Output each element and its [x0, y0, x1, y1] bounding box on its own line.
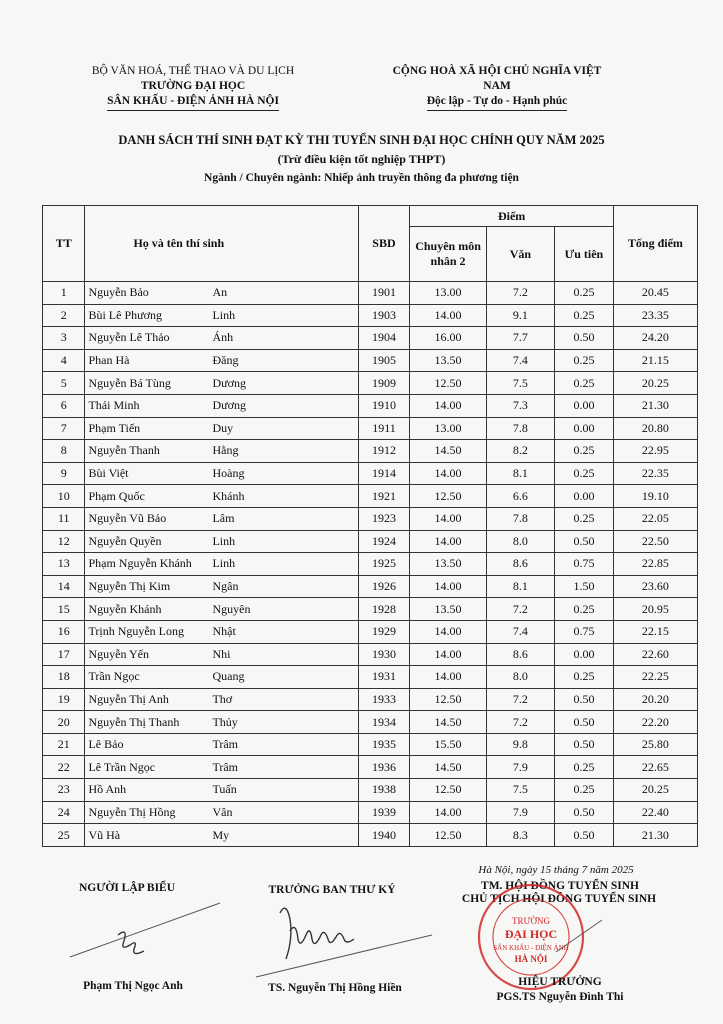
candidate-surname: Nguyễn Thị Kim [88, 579, 171, 594]
row-uu-tien: 0.50 [555, 824, 614, 847]
row-chuyen-mon: 14.00 [410, 394, 486, 417]
row-van: 6.6 [486, 485, 555, 508]
row-van: 7.4 [486, 349, 555, 372]
candidate-surname: Nguyễn Lê Thảo [88, 330, 170, 345]
row-uu-tien: 0.50 [555, 530, 614, 553]
row-van: 8.2 [486, 440, 555, 463]
row-tong-diem: 19.10 [613, 485, 697, 508]
row-name [85, 349, 358, 372]
table-row [43, 733, 698, 756]
candidate-given-name: Dương [212, 375, 246, 390]
row-van: 7.9 [486, 801, 555, 824]
row-chuyen-mon: 12.50 [410, 485, 486, 508]
row-uu-tien: 0.25 [555, 282, 614, 305]
table-row [43, 304, 698, 327]
row-chuyen-mon: 14.50 [410, 756, 486, 779]
table-row [43, 530, 698, 553]
school-name-line2: SÂN KHẤU - ĐIỆN ẢNH HÀ NỘI [107, 94, 279, 111]
candidate-given-name: Tuấn [212, 782, 237, 797]
header-chuyen-mon: Chuyên môn nhân 2 [410, 227, 486, 282]
row-van: 8.0 [486, 530, 555, 553]
row-chuyen-mon: 12.50 [410, 824, 486, 847]
row-tong-diem: 22.35 [613, 462, 697, 485]
row-tt: 24 [43, 801, 85, 824]
row-uu-tien: 0.00 [555, 643, 614, 666]
row-name [85, 394, 358, 417]
row-tong-diem: 20.80 [613, 417, 697, 440]
candidate-given-name: Nhi [212, 646, 231, 661]
row-name [85, 553, 358, 576]
candidate-surname: Trần Ngọc [88, 669, 140, 684]
table-row [43, 349, 698, 372]
row-sbd: 1929 [358, 620, 410, 643]
row-tt: 25 [43, 824, 85, 847]
stamp-line1: TRƯỜNG [512, 916, 550, 926]
rector-title: HIỆU TRƯỞNG [518, 976, 602, 988]
row-uu-tien: 0.25 [555, 304, 614, 327]
row-uu-tien: 0.50 [555, 327, 614, 350]
table-row [43, 417, 698, 440]
row-name [85, 688, 358, 711]
row-van: 7.8 [486, 417, 555, 440]
row-tt: 16 [43, 620, 85, 643]
row-uu-tien: 0.75 [555, 620, 614, 643]
candidate-given-name: Ánh [212, 330, 234, 345]
candidate-given-name: Trâm [212, 737, 239, 752]
row-tt: 12 [43, 530, 85, 553]
row-name [85, 507, 358, 530]
table-row [43, 575, 698, 598]
table-row [43, 779, 698, 802]
document-title: DANH SÁCH THÍ SINH ĐẠT KỲ THI TUYỂN SINH ĐẠI HỌC CHÍNH QUY NĂM 2025 [118, 133, 605, 147]
candidate-given-name: Duy [212, 420, 234, 435]
row-sbd: 1911 [358, 417, 410, 440]
row-tt: 8 [43, 440, 85, 463]
row-van: 7.4 [486, 620, 555, 643]
row-name [85, 575, 358, 598]
candidate-surname: Nguyễn Thanh [88, 443, 160, 458]
row-van: 7.2 [486, 688, 555, 711]
row-sbd: 1933 [358, 688, 410, 711]
row-sbd: 1925 [358, 553, 410, 576]
row-name [85, 372, 358, 395]
row-chuyen-mon: 13.50 [410, 553, 486, 576]
stamp-line4: HÀ NỘI [514, 954, 548, 964]
school-name-line1: TRƯỜNG ĐẠI HỌC [140, 80, 246, 92]
row-uu-tien: 0.25 [555, 756, 614, 779]
table-row [43, 507, 698, 530]
candidate-given-name: Vân [212, 804, 233, 819]
table-row [43, 372, 698, 395]
row-uu-tien: 0.25 [555, 440, 614, 463]
candidate-surname: Lê Bảo [88, 737, 124, 752]
table-row [43, 485, 698, 508]
row-van: 7.2 [486, 711, 555, 734]
row-name [85, 643, 358, 666]
candidate-surname: Phạm Nguyễn Khánh [88, 556, 192, 571]
candidate-given-name: Đăng [212, 353, 239, 368]
row-van: 7.3 [486, 394, 555, 417]
row-name [85, 756, 358, 779]
stamp-line3: SÂN KHẤU - ĐIỆN ẢNH [493, 944, 569, 952]
row-uu-tien: 0.75 [555, 553, 614, 576]
row-chuyen-mon: 14.00 [410, 801, 486, 824]
candidate-surname: Phan Hà [88, 353, 130, 368]
row-tong-diem: 23.60 [613, 575, 697, 598]
row-tt: 17 [43, 643, 85, 666]
row-sbd: 1903 [358, 304, 410, 327]
row-tt: 4 [43, 349, 85, 372]
row-sbd: 1930 [358, 643, 410, 666]
row-van: 7.2 [486, 282, 555, 305]
candidate-surname: Nguyễn Bảo [88, 285, 149, 300]
row-van: 8.3 [486, 824, 555, 847]
table-row [43, 711, 698, 734]
row-chuyen-mon: 14.50 [410, 711, 486, 734]
row-name [85, 598, 358, 621]
candidate-given-name: My [212, 827, 230, 842]
row-tt: 2 [43, 304, 85, 327]
row-name [85, 462, 358, 485]
row-uu-tien: 0.50 [555, 711, 614, 734]
header-van: Văn [486, 227, 555, 282]
candidate-rows [43, 282, 698, 847]
rector-name: PGS.TS Nguyễn Đình Thi [496, 991, 624, 1003]
candidate-given-name: Hằng [212, 443, 239, 458]
row-chuyen-mon: 14.00 [410, 620, 486, 643]
secretary-name: TS. Nguyễn Thị Hồng Hiền [268, 982, 402, 994]
row-sbd: 1926 [358, 575, 410, 598]
candidate-given-name: Thủy [212, 714, 238, 729]
row-name [85, 711, 358, 734]
header-diem: Điểm [410, 206, 613, 227]
candidate-given-name: Linh [212, 307, 236, 322]
row-van: 8.6 [486, 553, 555, 576]
row-tong-diem: 21.30 [613, 394, 697, 417]
row-tong-diem: 22.05 [613, 507, 697, 530]
row-name [85, 485, 358, 508]
candidate-given-name: Trâm [212, 759, 239, 774]
candidate-surname: Trịnh Nguyễn Long [88, 624, 185, 639]
row-name [85, 417, 358, 440]
candidate-given-name: Nhật [212, 624, 236, 639]
row-uu-tien: 0.25 [555, 598, 614, 621]
header-right [388, 64, 606, 111]
row-tt: 15 [43, 598, 85, 621]
row-tong-diem: 23.35 [613, 304, 697, 327]
row-name [85, 824, 358, 847]
candidate-surname: Nguyễn Yến [88, 646, 149, 661]
row-chuyen-mon: 14.00 [410, 666, 486, 689]
header-tong-diem: Tổng điểm [613, 206, 697, 282]
table-row [43, 801, 698, 824]
row-sbd: 1904 [358, 327, 410, 350]
row-sbd: 1923 [358, 507, 410, 530]
row-uu-tien: 1.50 [555, 575, 614, 598]
row-name [85, 733, 358, 756]
row-tt: 6 [43, 394, 85, 417]
row-chuyen-mon: 14.00 [410, 530, 486, 553]
row-chuyen-mon: 14.00 [410, 575, 486, 598]
row-tt: 14 [43, 575, 85, 598]
preparer-signature [60, 895, 230, 965]
table-row [43, 327, 698, 350]
candidate-given-name: Nguyên [212, 601, 251, 616]
row-tong-diem: 21.15 [613, 349, 697, 372]
preparer-name: Phạm Thị Ngọc Anh [83, 980, 183, 992]
header-sbd: SBD [358, 206, 410, 282]
council-line1: TM. HỘI ĐỒNG TUYỂN SINH [481, 880, 639, 892]
row-sbd: 1938 [358, 779, 410, 802]
row-uu-tien: 0.25 [555, 462, 614, 485]
row-van: 9.8 [486, 733, 555, 756]
row-chuyen-mon: 16.00 [410, 327, 486, 350]
row-sbd: 1921 [358, 485, 410, 508]
row-tt: 23 [43, 779, 85, 802]
candidate-given-name: An [212, 285, 228, 300]
row-chuyen-mon: 15.50 [410, 733, 486, 756]
table-row [43, 643, 698, 666]
row-van: 7.2 [486, 598, 555, 621]
row-sbd: 1924 [358, 530, 410, 553]
row-tt: 9 [43, 462, 85, 485]
row-tong-diem: 22.85 [613, 553, 697, 576]
candidate-surname: Nguyễn Vũ Bảo [88, 511, 167, 526]
row-van: 7.7 [486, 327, 555, 350]
candidate-given-name: Linh [212, 556, 236, 571]
row-name [85, 282, 358, 305]
row-tong-diem: 22.20 [613, 711, 697, 734]
row-tt: 11 [43, 507, 85, 530]
row-van: 7.5 [486, 372, 555, 395]
row-chuyen-mon: 13.50 [410, 349, 486, 372]
header-name: Họ và tên thí sinh [85, 206, 358, 282]
row-chuyen-mon: 14.00 [410, 507, 486, 530]
row-sbd: 1939 [358, 801, 410, 824]
table-row [43, 688, 698, 711]
row-tt: 20 [43, 711, 85, 734]
ministry-name: BỘ VĂN HOÁ, THỂ THAO VÀ DU LỊCH [91, 65, 295, 77]
row-uu-tien: 0.50 [555, 801, 614, 824]
row-name [85, 801, 358, 824]
table-row [43, 282, 698, 305]
candidate-table [42, 205, 698, 847]
row-sbd: 1934 [358, 711, 410, 734]
row-sbd: 1901 [358, 282, 410, 305]
row-van: 8.1 [486, 575, 555, 598]
row-tong-diem: 22.15 [613, 620, 697, 643]
candidate-given-name: Hoàng [212, 466, 245, 481]
row-sbd: 1936 [358, 756, 410, 779]
table-row [43, 620, 698, 643]
row-tt: 22 [43, 756, 85, 779]
row-name [85, 779, 358, 802]
secretary-signature [250, 895, 440, 980]
row-chuyen-mon: 14.00 [410, 304, 486, 327]
header-uu-tien: Ưu tiên [555, 227, 614, 282]
row-tt: 10 [43, 485, 85, 508]
row-van: 9.1 [486, 304, 555, 327]
candidate-given-name: Dương [212, 398, 246, 413]
row-uu-tien: 0.25 [555, 507, 614, 530]
candidate-surname: Phạm Quốc [88, 488, 145, 503]
row-sbd: 1935 [358, 733, 410, 756]
row-uu-tien: 0.25 [555, 349, 614, 372]
row-tong-diem: 25.80 [613, 733, 697, 756]
row-uu-tien: 0.00 [555, 394, 614, 417]
row-chuyen-mon: 13.00 [410, 417, 486, 440]
row-tong-diem: 20.25 [613, 372, 697, 395]
row-tong-diem: 22.25 [613, 666, 697, 689]
row-name [85, 620, 358, 643]
row-chuyen-mon: 12.50 [410, 372, 486, 395]
candidate-surname: Nguyễn Thị Hồng [88, 804, 176, 819]
row-van: 7.5 [486, 779, 555, 802]
republic-name: CỘNG HOÀ XÃ HỘI CHỦ NGHĨA VIỆT NAM [392, 65, 602, 92]
row-van: 8.6 [486, 643, 555, 666]
row-tong-diem: 20.25 [613, 779, 697, 802]
row-chuyen-mon: 13.00 [410, 282, 486, 305]
row-tt: 5 [43, 372, 85, 395]
row-tt: 18 [43, 666, 85, 689]
row-chuyen-mon: 12.50 [410, 779, 486, 802]
row-tong-diem: 22.95 [613, 440, 697, 463]
row-tong-diem: 21.30 [613, 824, 697, 847]
row-tt: 3 [43, 327, 85, 350]
row-name [85, 327, 358, 350]
row-tong-diem: 22.50 [613, 530, 697, 553]
candidate-surname: Phạm Tiến [88, 420, 141, 435]
row-chuyen-mon: 14.50 [410, 440, 486, 463]
row-chuyen-mon: 14.00 [410, 643, 486, 666]
row-sbd: 1931 [358, 666, 410, 689]
stamp-line2: ĐẠI HỌC [504, 927, 558, 941]
row-sbd: 1914 [358, 462, 410, 485]
candidate-surname: Bùi Việt [88, 466, 129, 481]
candidate-surname: Nguyễn Thị Anh [88, 691, 169, 706]
candidate-given-name: Khánh [212, 488, 245, 503]
council-line2: CHỦ TỊCH HỘI ĐỒNG TUYỂN SINH [461, 893, 657, 905]
candidate-given-name: Thơ [212, 691, 233, 706]
row-name [85, 440, 358, 463]
table-row [43, 553, 698, 576]
candidate-surname: Lê Trần Ngọc [88, 759, 156, 774]
row-tong-diem: 20.45 [613, 282, 697, 305]
row-van: 8.0 [486, 666, 555, 689]
row-uu-tien: 0.25 [555, 779, 614, 802]
row-tt: 13 [43, 553, 85, 576]
table-row [43, 394, 698, 417]
row-name [85, 666, 358, 689]
row-uu-tien: 0.00 [555, 485, 614, 508]
row-uu-tien: 0.25 [555, 372, 614, 395]
candidate-surname: Nguyễn Thị Thanh [88, 714, 180, 729]
candidate-surname: Bùi Lê Phương [88, 307, 162, 322]
secretary-title: TRƯỞNG BAN THƯ KÝ [268, 884, 396, 896]
candidate-given-name: Linh [212, 533, 236, 548]
table-row [43, 598, 698, 621]
document-subtitle: (Trừ điều kiện tốt nghiệp THPT) [277, 152, 446, 166]
row-chuyen-mon: 14.00 [410, 462, 486, 485]
table-row [43, 824, 698, 847]
row-sbd: 1912 [358, 440, 410, 463]
header-left [88, 64, 298, 111]
table-row [43, 440, 698, 463]
national-motto: Độc lập - Tự do - Hạnh phúc [427, 94, 568, 111]
row-sbd: 1940 [358, 824, 410, 847]
candidate-given-name: Quang [212, 669, 245, 684]
row-uu-tien: 0.00 [555, 417, 614, 440]
candidate-surname: Nguyễn Bá Tùng [88, 375, 171, 390]
row-name [85, 304, 358, 327]
candidate-surname: Vũ Hà [88, 827, 121, 842]
candidate-given-name: Ngân [212, 579, 239, 594]
row-tong-diem: 22.65 [613, 756, 697, 779]
row-chuyen-mon: 12.50 [410, 688, 486, 711]
table-row [43, 462, 698, 485]
header-tt: TT [43, 206, 85, 282]
row-tong-diem: 20.20 [613, 688, 697, 711]
candidate-surname: Nguyễn Quyền [88, 533, 162, 548]
row-tong-diem: 20.95 [613, 598, 697, 621]
preparer-title: NGƯỜI LẬP BIỂU [78, 882, 176, 894]
row-uu-tien: 0.50 [555, 733, 614, 756]
row-tt: 1 [43, 282, 85, 305]
major-line: Ngành / Chuyên ngành: Nhiếp ảnh truyền thông đa phương tiện [204, 172, 519, 184]
row-name [85, 530, 358, 553]
row-tong-diem: 22.40 [613, 801, 697, 824]
table-row [43, 666, 698, 689]
candidate-surname: Hồ Anh [88, 782, 127, 797]
row-tt: 7 [43, 417, 85, 440]
row-sbd: 1910 [358, 394, 410, 417]
table-row [43, 756, 698, 779]
row-van: 7.8 [486, 507, 555, 530]
row-van: 7.9 [486, 756, 555, 779]
candidate-given-name: Lâm [212, 511, 235, 526]
row-uu-tien: 0.25 [555, 666, 614, 689]
row-sbd: 1928 [358, 598, 410, 621]
row-van: 8.1 [486, 462, 555, 485]
candidate-surname: Thái Minh [88, 398, 140, 413]
row-tong-diem: 22.60 [613, 643, 697, 666]
candidate-surname: Nguyễn Khánh [88, 601, 162, 616]
row-uu-tien: 0.50 [555, 688, 614, 711]
row-tt: 21 [43, 733, 85, 756]
sign-date: Hà Nội, ngày 15 tháng 7 năm 2025 [478, 864, 634, 876]
row-tt: 19 [43, 688, 85, 711]
row-tong-diem: 24.20 [613, 327, 697, 350]
row-sbd: 1909 [358, 372, 410, 395]
row-sbd: 1905 [358, 349, 410, 372]
row-chuyen-mon: 13.50 [410, 598, 486, 621]
